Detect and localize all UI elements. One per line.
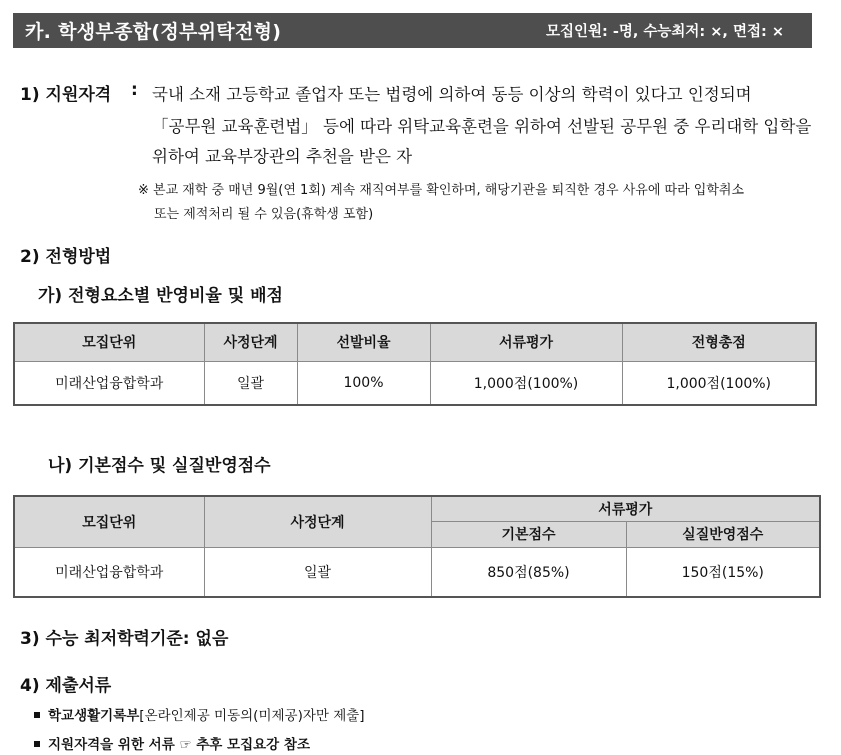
header-document: 서류평가 [431,496,820,521]
ratio-subtitle: 가) 전형요소별 반영비율 및 배점 [38,286,283,306]
cell-total: 1,000점(100%) [622,361,816,405]
documents-title: 4) 제출서류 [20,676,112,696]
section-title: 카. 학생부종합(정부위탁전형) [25,21,282,43]
header-stage: 사정단계 [204,323,297,361]
qualification-label: 1) 지원자격 [20,85,112,105]
bullet-icon [34,712,40,718]
header-unit: 모집단위 [14,323,204,361]
csat-minimum-title: 3) 수능 최저학력기준: 없음 [20,629,229,649]
list-item [34,704,365,724]
header-ratio: 선발비율 [297,323,430,361]
cell-unit: 미래산업융합학과 [14,361,204,405]
qualification-line-3: 위하여 교육부장관의 추천을 받은 자 [152,147,413,166]
header-stage: 사정단계 [204,496,431,547]
cell-base-score: 850점(85%) [431,547,626,597]
qualification-note-line-1: ※ 본교 재학 중 매년 9월(연 1회) 계속 재직여부를 확인하며, 해당기관을 퇴직한 경우 사유에 따라 입학취소 [138,183,745,198]
cell-document: 1,000점(100%) [430,361,622,405]
qualification-note-line-2: 또는 제적처리 될 수 있음(휴학생 포함) [154,207,374,222]
score-table [13,495,821,598]
header-unit: 모집단위 [14,496,204,547]
header-base-score: 기본점수 [431,521,626,547]
section-header-bar [13,13,812,48]
qualification-line-1: 국내 소재 고등학교 졸업자 또는 법령에 의하여 동등 이상의 학력이 있다고 인정되며 [152,85,752,104]
cell-stage: 일괄 [204,361,297,405]
selection-method-title: 2) 전형방법 [20,247,112,267]
document-name: 학교생활기록부 [48,708,140,724]
table-row [14,547,820,597]
cell-ratio: 100% [297,361,430,405]
cell-stage: 일괄 [204,547,431,597]
cell-real-score: 150점(15%) [626,547,820,597]
header-real-score: 실질반영점수 [626,521,820,547]
ratio-table [13,322,817,406]
cell-unit: 미래산업융합학과 [14,547,204,597]
header-document: 서류평가 [430,323,622,361]
score-subtitle: 나) 기본점수 및 실질반영점수 [48,456,271,476]
recruitment-summary: 모집인원: -명, 수능최저: ×, 면접: × [545,24,784,40]
document-name: 지원자격을 위한 서류 ☞ 추후 모집요강 참조 [48,737,310,753]
bullet-icon [34,741,40,747]
table-row [14,361,816,405]
qualification-colon: : [131,80,138,100]
list-item [34,733,310,753]
document-condition: [온라인제공 미동의(미제공)자만 제출] [139,708,365,724]
qualification-line-2: 「공무원 교육훈련법」 등에 따라 위탁교육훈련을 위하여 선발된 공무원 중 우리대학 입학을 [152,117,812,136]
header-total: 전형총점 [622,323,816,361]
